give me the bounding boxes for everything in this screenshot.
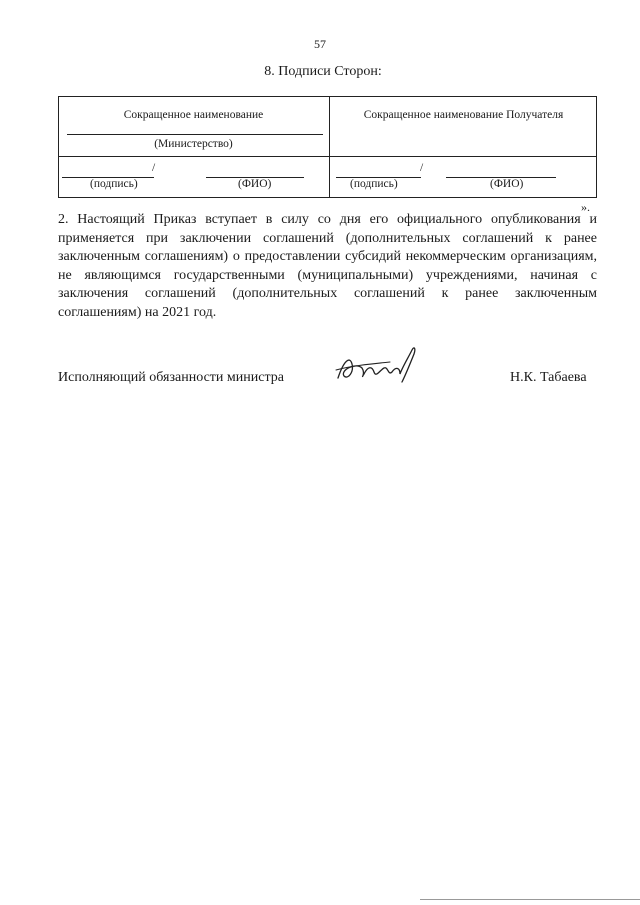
left-signature-label: (подпись) <box>90 178 138 190</box>
section-title: 8. Подписи Сторон: <box>264 64 382 79</box>
signatory-name: Н.К. Табаева <box>510 370 587 385</box>
left-name-label: (ФИО) <box>238 178 272 190</box>
table-row-divider <box>58 156 597 157</box>
bottom-edge-line <box>420 899 640 900</box>
left-slash: / <box>152 162 156 174</box>
table-bottom-border <box>58 197 597 198</box>
left-name-line <box>67 134 323 135</box>
signatory-title: Исполняющий обязанности министра <box>58 370 284 385</box>
left-header: Сокращенное наименование <box>123 109 264 121</box>
page-number: 57 <box>314 37 326 51</box>
order-paragraph: 2. Настоящий Приказ вступает в силу со дня его официального опубликования и применяется при заключении соглашений (дополнительных соглашений к ранее заключенным соглашениям) о предоставлении субсидий некоммерческим организациям, не являющимся государственными (муниципальными) учреждениями, начиная с заключения соглашений (дополнительных соглашений к ранее заключенным соглашениям) на 2021 год. <box>58 212 597 320</box>
right-header: Сокращенное наименование Получателя <box>363 109 564 121</box>
left-subheader: (Министерство) <box>154 138 233 150</box>
right-name-label: (ФИО) <box>490 178 524 190</box>
closing-quote: ». <box>581 200 590 214</box>
right-slash: / <box>420 162 424 174</box>
table-top-border <box>58 96 597 97</box>
signatures-table <box>58 96 597 198</box>
handwritten-signature <box>330 340 425 390</box>
right-signature-label: (подпись) <box>350 178 398 190</box>
